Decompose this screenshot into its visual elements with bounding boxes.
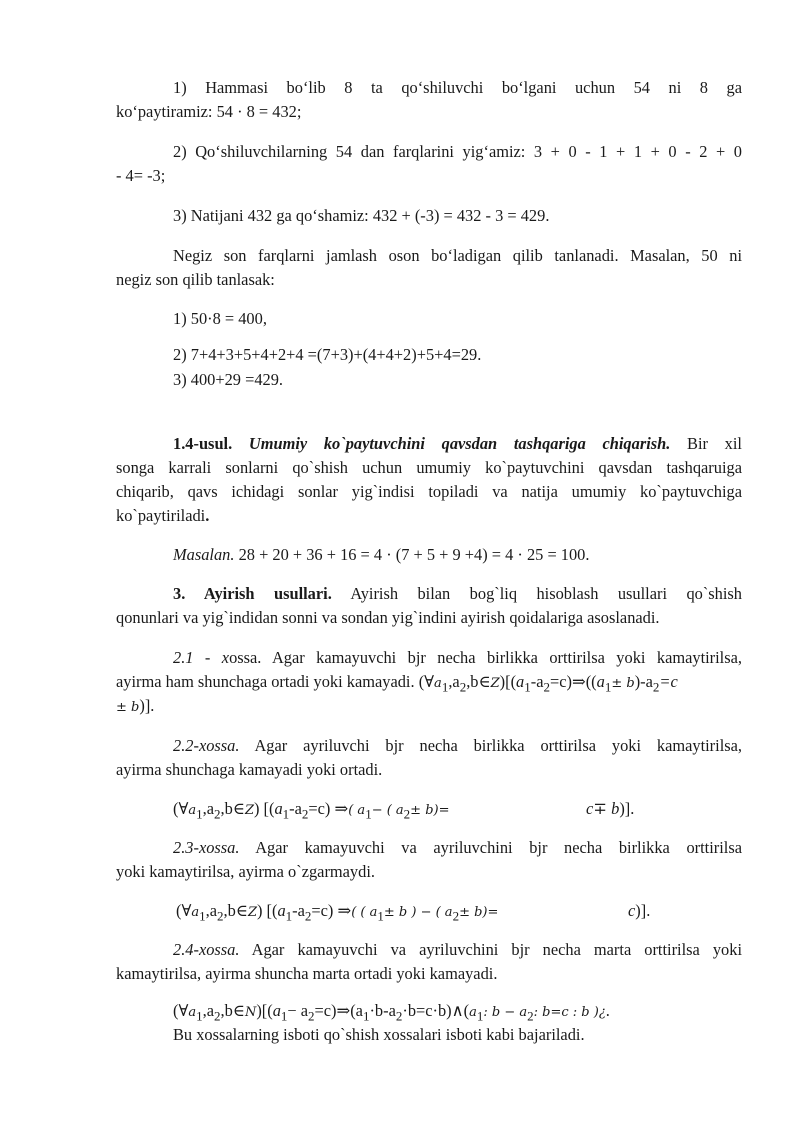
section3-line1-rest: Ayirish bilan bog`liq hisoblash usullari qo`shish — [350, 584, 742, 603]
prop22-line2: ayirma shunchaga kamayadi yoki ortadi. — [116, 760, 383, 779]
section14-line1-rest: Bir xil — [687, 434, 742, 453]
list1-item1-line2: ko‘paytiramiz: 54 · 8 = 432; — [116, 102, 302, 121]
prop23-line1 — [116, 836, 742, 860]
section14-line2: songa karrali sonlarni qo`shish uchun umumiy ko`paytuvchini qavsdan tashqaruiga — [116, 458, 742, 477]
prop23-formula-end: c)]. — [628, 901, 651, 920]
prop23-formula: $(\forall a_1,a_2,b\in Z)$ [$(a_1-a_2=c)$ ⇒( ( $a_1\pm b$ ) − ( $a_2\pm b)=$ — [176, 901, 499, 924]
section14-line3: chiqarib, qavs ichidagi sonlar yig`indisi topiladi va natija umumiy ko`paytuvchiga — [116, 482, 742, 501]
example-line — [173, 543, 589, 567]
section3-line2: qonunlari va yig`indidan sonni va sondan yig`indini ayirish qoidalariga asoslanadi. — [116, 608, 660, 627]
list2-item1: 1) 50·8 = 400, — [173, 309, 267, 328]
prop24-formula: $(\forall a_1,a_2,b\in N)[(a_1-$ $a_2=c)\Rightarrow(a_1\cdot b-a_2\cdot b=c\cdot b)\wedge(a_1$: $b - a_2$: b=c : b )¿. — [173, 1001, 610, 1024]
negiz-line1: Negiz son farqlarni jamlash oson bo‘ladigan qilib tanlanadi. Masalan, 50 ni — [173, 246, 742, 265]
section14-heading: 1.4-usul. — [173, 434, 233, 453]
example-label: Masalan. — [173, 545, 235, 564]
list1-item2-line1: 2) Qo‘shiluvchilarning 54 dan farqlarini yig‘amiz: 3 + 0 - 1 + 1 + 0 - 2 + 0 — [173, 142, 742, 161]
prop23-label: 2.3-xossa. — [173, 838, 240, 857]
negiz-line2: negiz son qilib tanlasak: — [116, 270, 275, 289]
prop24-line2: kamaytirilsa, ayirma shuncha marta ortadi yoki kamayadi. — [116, 964, 498, 983]
example-text: 28 + 20 + 36 + 16 = 4 · (7 + 5 + 9 +4) = 4 · 25 = 100. — [238, 545, 590, 564]
section3-line1 — [116, 582, 742, 606]
prop23-line2: yoki kamaytirilsa, ayirma o`zgarmaydi. — [116, 862, 375, 881]
prop22-line1 — [116, 734, 742, 758]
section14-line4: ko`paytiriladi. — [116, 506, 210, 525]
prop24-line1 — [116, 938, 742, 962]
prop24-line1-rest: Agar kamayuvchi va ayriluvchini bjr necha marta orttirilsa yoki — [251, 940, 742, 959]
prop22-formula: $(\forall a_1,a_2,b\in Z)$ [$(a_1-a_2=c)$ ⇒( $a_1-$ ( $a_2\pm b)=$ — [173, 799, 450, 822]
prop21-line1: 2.1 - xossa. Agar kamayuvchi bjr necha birlikka orttirilsa yoki kamaytirilsa, — [173, 648, 742, 667]
prop21-formula: $(\forall a_1,a_2,b\in Z)[(a_1-a_2=c)\Rightarrow((a_1\pm b)-a_2=c$ — [418, 672, 678, 695]
list2-item3: 3) 400+29 =429. — [173, 370, 283, 389]
list1-item3: 3) Natijani 432 ga qo‘shamiz: 432 + (-3) = 432 - 3 = 429. — [173, 206, 550, 225]
prop24-label: 2.4-xossa. — [173, 940, 240, 959]
section3-heading: 3. Ayirish usullari. — [173, 584, 332, 603]
prop21-line2: ayirma ham shunchaga ortadi yoki kamayadi. $(\forall a_1,a_2,b\in Z)[(a_1-a_2=c)\Rightarrow((a_1\pm b)-a_2=c$ — [116, 672, 678, 695]
closing-line: Bu xossalarning isboti qo`shish xossalari isboti kabi bajariladi. — [173, 1025, 585, 1044]
section14-line1 — [116, 432, 742, 456]
list1-item1-line1: 1) Hammasi bo‘lib 8 ta qo‘shiluvchi bo‘lgani uchun 54 ni 8 ga — [173, 78, 742, 97]
list1-item2-line2: - 4= -3; — [116, 166, 166, 185]
prop21-line1-rest: Agar kamayuvchi bjr necha birlikka orttirilsa yoki kamaytirilsa, — [271, 648, 742, 667]
prop21-line3: ± b)]. — [116, 696, 155, 715]
prop22-formula-end: c∓ b)]. — [586, 799, 635, 818]
prop23-line1-rest: Agar kamayuvchi va ayriluvchini bjr necha birlikka orttirilsa — [255, 838, 742, 857]
prop22-line1-rest: Agar ayriluvchi bjr necha birlikka orttirilsa yoki kamaytirilsa, — [254, 736, 743, 755]
list2-item2: 2) 7+4+3+5+4+2+4 =(7+3)+(4+4+2)+5+4=29. — [173, 345, 482, 364]
section14-title: Umumiy ko`paytuvchini qavsdan tashqariga chiqarish. — [248, 434, 671, 453]
prop21-label: 2.1 - x — [173, 648, 230, 667]
prop22-label: 2.2-xossa. — [173, 736, 240, 755]
